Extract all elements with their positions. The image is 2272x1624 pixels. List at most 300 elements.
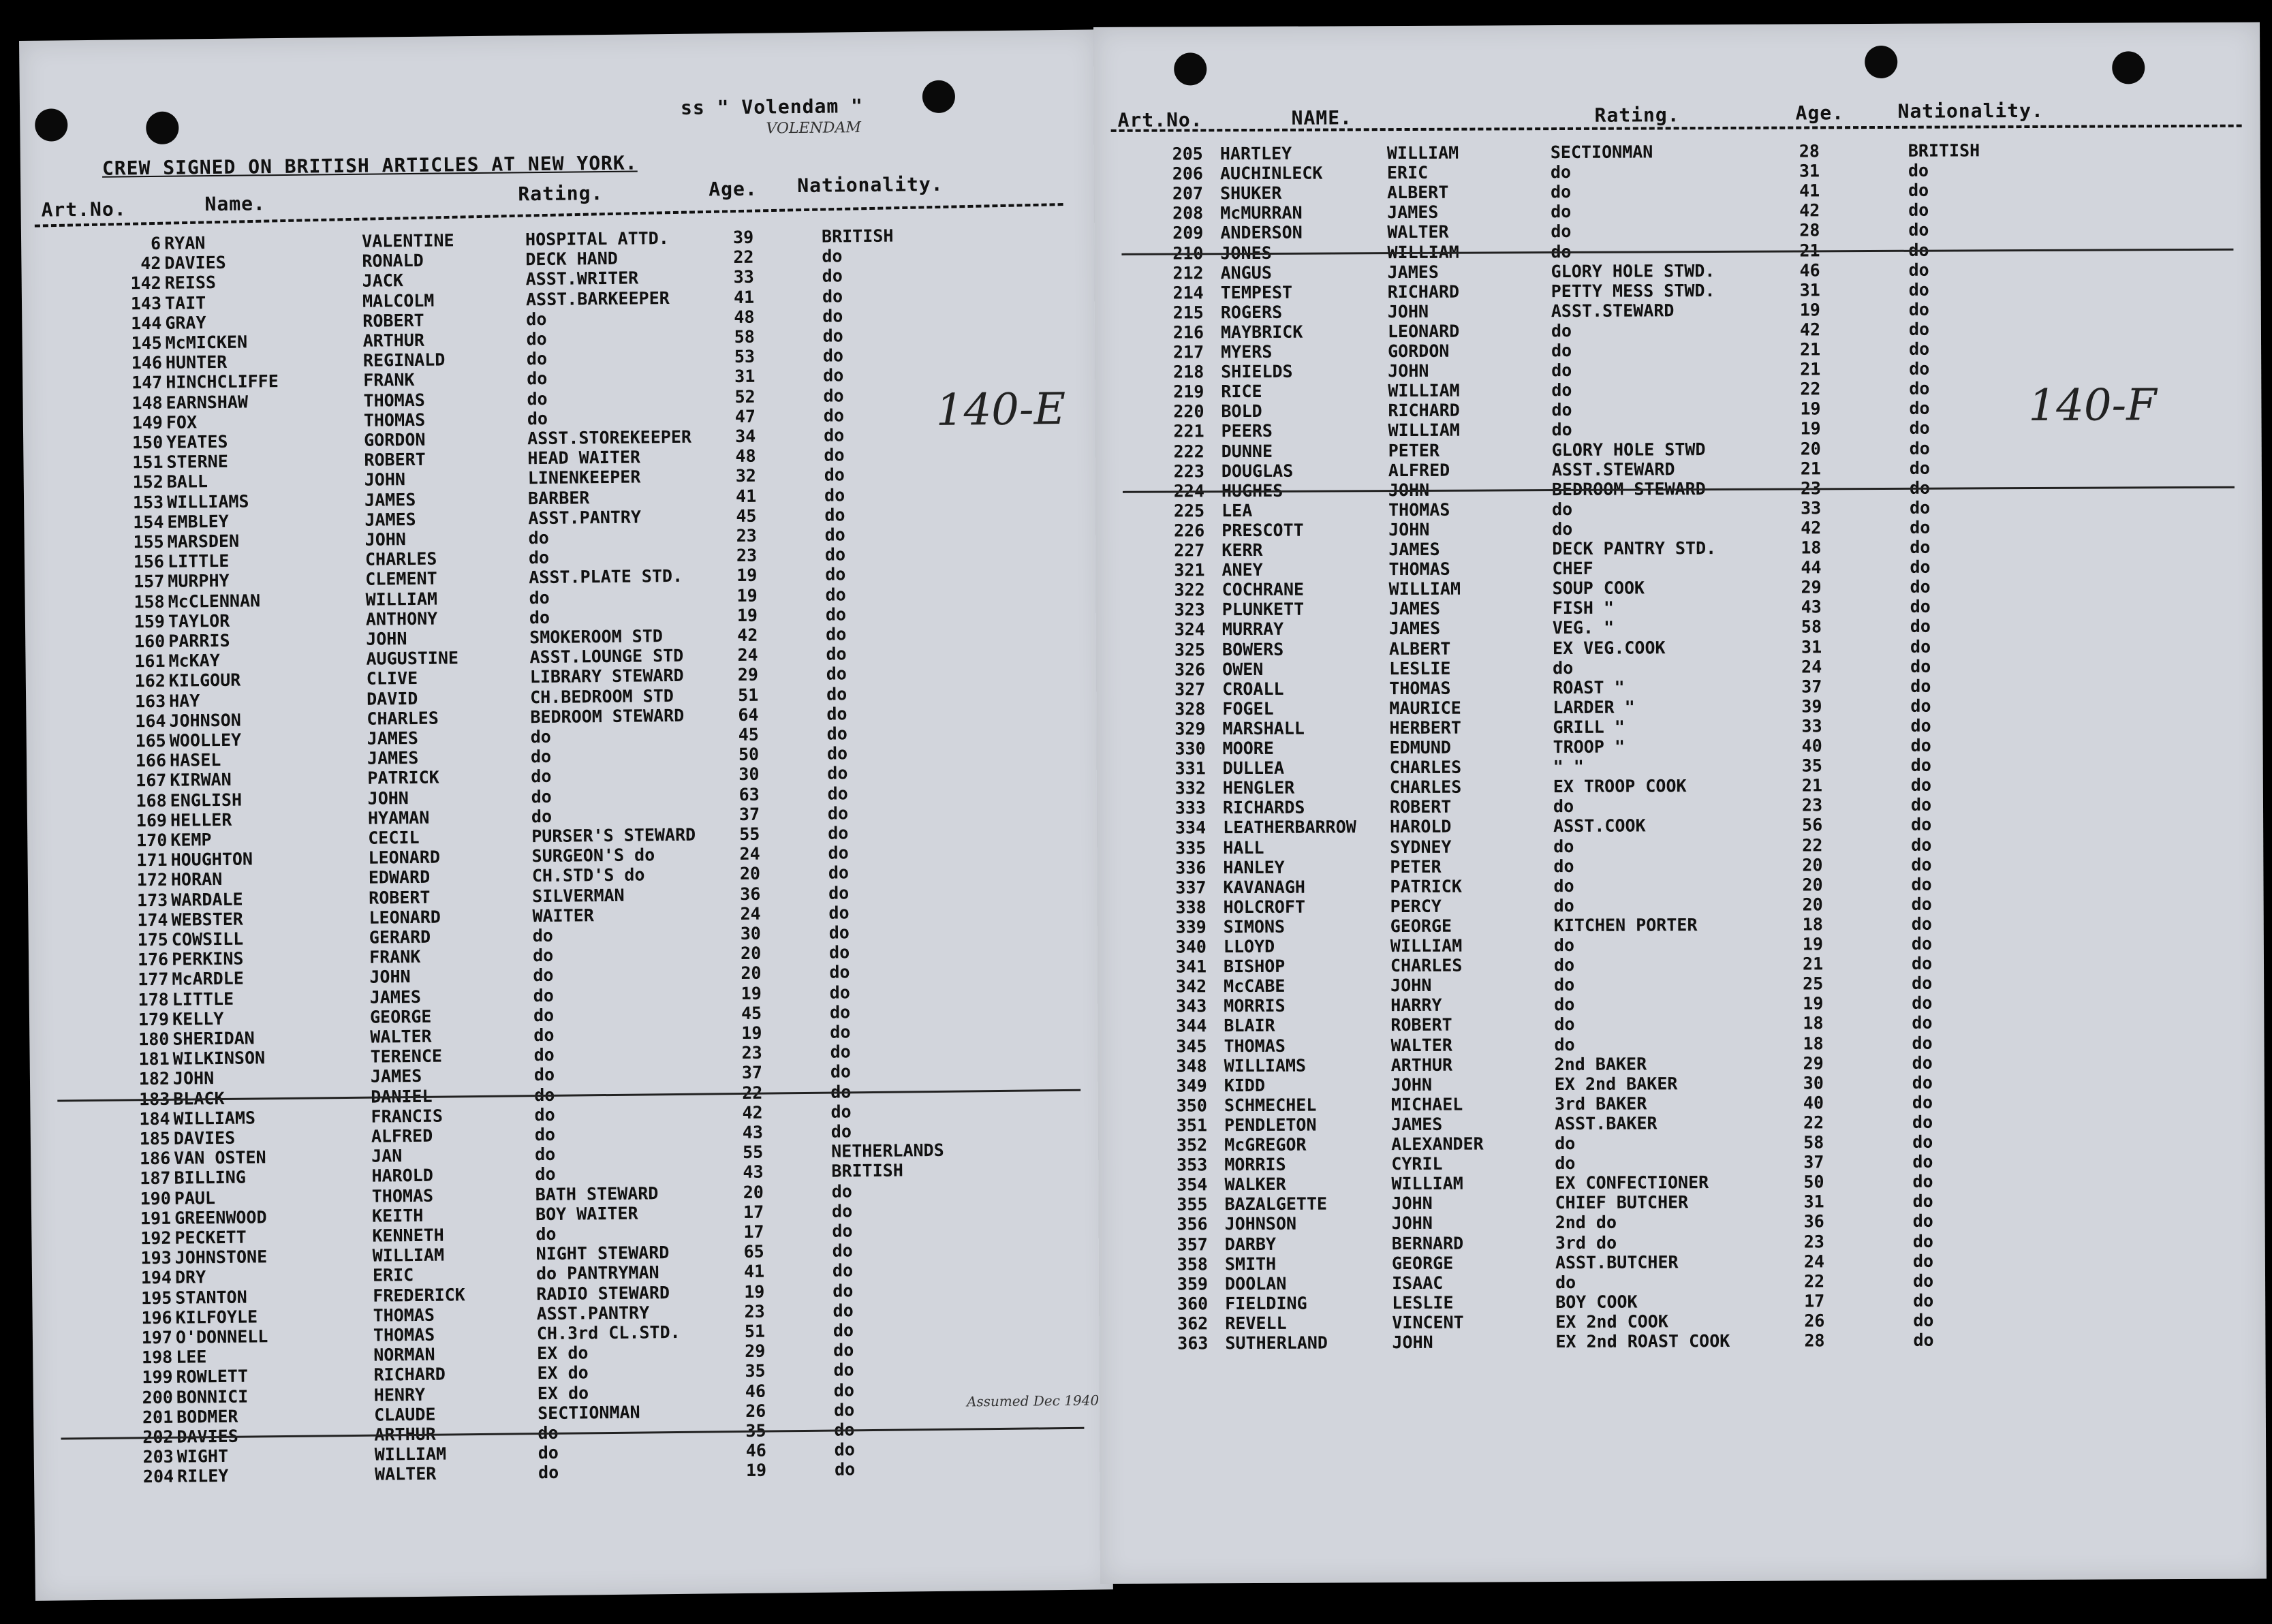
rating-cell: do bbox=[529, 607, 550, 628]
forename-cell: JOHN bbox=[1391, 1213, 1433, 1234]
nationality-cell: do bbox=[833, 1340, 854, 1360]
nationality-cell: do bbox=[829, 982, 850, 1003]
rating-cell: LIBRARY STEWARD bbox=[529, 666, 684, 687]
surname-cell: BLAIR bbox=[1224, 1016, 1275, 1036]
surname-cell: FOX bbox=[166, 412, 198, 433]
surname-cell: PARRIS bbox=[168, 630, 230, 651]
age-cell: 20 bbox=[741, 963, 762, 984]
rating-cell: TROOP " bbox=[1553, 736, 1625, 758]
forename-cell: MICHAEL bbox=[1390, 1094, 1463, 1114]
art-no-cell: 224 bbox=[1173, 480, 1205, 501]
art-no-cell: 219 bbox=[1173, 381, 1204, 402]
rating-cell: 3rd do bbox=[1555, 1232, 1617, 1253]
age-cell: 63 bbox=[738, 784, 760, 805]
nationality-cell: do bbox=[1910, 636, 1931, 657]
art-no-cell: 42 bbox=[140, 253, 161, 274]
rating-cell: do bbox=[1552, 499, 1573, 519]
forename-cell: GEORGE bbox=[1390, 916, 1452, 937]
rating-cell: EX 2nd BAKER bbox=[1554, 1073, 1678, 1094]
art-no-cell: 168 bbox=[136, 790, 167, 811]
forename-cell: RICHARD bbox=[1387, 281, 1460, 302]
nationality-cell: do bbox=[827, 803, 849, 824]
col-nationality: Nationality. bbox=[1897, 99, 2044, 123]
surname-cell: KIRWAN bbox=[170, 770, 232, 791]
crew-list-left bbox=[19, 29, 1113, 1600]
forename-cell: WALTER bbox=[374, 1464, 437, 1485]
rating-cell: EX CONFECTIONER bbox=[1555, 1172, 1709, 1193]
age-cell: 24 bbox=[740, 903, 761, 924]
forename-cell: HYAMAN bbox=[367, 807, 430, 828]
age-cell: 26 bbox=[1804, 1311, 1825, 1331]
surname-cell: BOWERS bbox=[1221, 639, 1284, 659]
age-cell: 58 bbox=[734, 326, 755, 347]
surname-cell: DOUGLAS bbox=[1221, 460, 1294, 481]
surname-cell: HANLEY bbox=[1223, 857, 1285, 877]
nationality-cell: do bbox=[826, 743, 848, 764]
rating-cell: do bbox=[530, 726, 551, 747]
nationality-cell: do bbox=[834, 1459, 856, 1480]
art-no-cell: 214 bbox=[1172, 282, 1204, 303]
age-cell: 48 bbox=[734, 307, 755, 327]
art-no-cell: 186 bbox=[139, 1148, 171, 1169]
age-cell: 25 bbox=[1803, 973, 1824, 994]
art-no-cell: 199 bbox=[142, 1367, 173, 1388]
age-cell: 43 bbox=[743, 1162, 764, 1183]
surname-cell: WALKER bbox=[1224, 1174, 1286, 1195]
rating-cell: SURGEON'S do bbox=[531, 845, 655, 866]
surname-cell: ROGERS bbox=[1220, 302, 1283, 322]
forename-cell: KENNETH bbox=[372, 1225, 444, 1246]
age-cell: 55 bbox=[742, 1142, 764, 1163]
rating-cell: ASST.BARKEEPER bbox=[525, 287, 670, 309]
forename-cell: WALTER bbox=[1390, 1035, 1452, 1055]
surname-cell: PEERS bbox=[1221, 421, 1273, 441]
nationality-cell: do bbox=[822, 345, 844, 366]
forename-cell: DANIEL bbox=[371, 1086, 433, 1107]
age-cell: 31 bbox=[1799, 161, 1820, 181]
age-cell: 35 bbox=[1801, 755, 1822, 776]
forename-cell: FREDERICK bbox=[373, 1284, 465, 1306]
nationality-cell: do bbox=[1912, 993, 1933, 1014]
age-cell: 39 bbox=[732, 227, 754, 248]
surname-cell: KEMP bbox=[170, 830, 212, 850]
rating-cell: do bbox=[526, 328, 547, 349]
rating-cell: " " bbox=[1553, 756, 1584, 777]
rating-cell: do bbox=[531, 766, 552, 787]
forename-cell: JAMES bbox=[370, 1066, 422, 1087]
rating-cell: do bbox=[1555, 1133, 1576, 1154]
nationality-cell: do bbox=[1912, 1033, 1933, 1053]
nationality-cell: do bbox=[824, 445, 845, 465]
age-cell: 23 bbox=[1801, 795, 1823, 815]
rating-cell: do bbox=[1554, 1034, 1575, 1055]
nationality-cell: do bbox=[826, 624, 847, 644]
forename-cell: ANTHONY bbox=[365, 608, 438, 629]
forename-cell: LESLIE bbox=[1389, 658, 1451, 678]
art-no-cell: 324 bbox=[1174, 619, 1205, 640]
forename-cell: EDWARD bbox=[368, 867, 431, 888]
age-cell: 23 bbox=[736, 545, 758, 566]
forename-cell: AUGUSTINE bbox=[366, 648, 459, 669]
art-no-cell: 179 bbox=[138, 1009, 170, 1030]
age-cell: 20 bbox=[1802, 854, 1823, 875]
age-cell: 19 bbox=[744, 1281, 765, 1302]
art-no-cell: 204 bbox=[142, 1467, 174, 1487]
art-no-cell: 145 bbox=[131, 332, 162, 354]
art-no-cell: 221 bbox=[1173, 421, 1204, 441]
forename-cell: JOHN bbox=[364, 469, 406, 490]
archive-stamp: 140-E bbox=[935, 384, 1066, 436]
art-no-cell: 227 bbox=[1174, 540, 1205, 561]
age-cell: 24 bbox=[737, 644, 758, 666]
forename-cell: WILLIAM bbox=[1390, 935, 1463, 956]
age-cell: 50 bbox=[1803, 1172, 1824, 1192]
age-cell: 31 bbox=[1799, 280, 1820, 300]
surname-cell: BLACK bbox=[173, 1088, 225, 1109]
art-no-cell: 182 bbox=[138, 1069, 170, 1089]
art-no-cell: 181 bbox=[138, 1048, 170, 1069]
forename-cell: CLAUDE bbox=[373, 1404, 436, 1425]
nationality-cell: do bbox=[832, 1260, 854, 1281]
rating-cell: NIGHT STEWARD bbox=[535, 1243, 670, 1264]
rating-cell: ASST.PANTRY bbox=[528, 507, 642, 529]
rating-cell: do bbox=[535, 1223, 557, 1245]
art-no-cell: 335 bbox=[1175, 837, 1207, 858]
age-cell: 40 bbox=[1801, 736, 1822, 756]
surname-cell: McGREGOR bbox=[1224, 1134, 1307, 1155]
age-cell: 64 bbox=[738, 704, 759, 725]
art-no-cell: 352 bbox=[1176, 1135, 1208, 1155]
nationality-cell: do bbox=[1912, 973, 1933, 993]
nationality-cell: BRITISH bbox=[1908, 140, 1980, 161]
art-no-cell: 329 bbox=[1174, 719, 1206, 739]
art-no-cell: 146 bbox=[131, 353, 163, 373]
rating-cell: 2nd BAKER bbox=[1554, 1054, 1647, 1074]
surname-cell: McMICKEN bbox=[165, 332, 248, 353]
surname-cell: LEA bbox=[1221, 500, 1253, 520]
age-cell: 39 bbox=[1801, 696, 1822, 717]
age-cell: 37 bbox=[741, 1063, 763, 1083]
art-no-cell: 174 bbox=[137, 909, 168, 931]
age-cell: 17 bbox=[743, 1202, 764, 1222]
surname-cell: MOORE bbox=[1222, 738, 1274, 759]
surname-cell: JONES bbox=[1220, 243, 1272, 263]
art-no-cell: 345 bbox=[1176, 1035, 1207, 1056]
rating-cell: do bbox=[1552, 518, 1573, 539]
nationality-cell: do bbox=[830, 1042, 851, 1062]
nationality-cell: do bbox=[1910, 715, 1931, 736]
age-cell: 55 bbox=[739, 824, 760, 844]
col-rating: Rating. bbox=[518, 182, 604, 206]
forename-cell: LESLIE bbox=[1392, 1292, 1454, 1313]
forename-cell: CHARLES bbox=[1389, 757, 1462, 778]
nationality-cell: do bbox=[1912, 1231, 1933, 1251]
rating-cell: do bbox=[1551, 360, 1572, 381]
rating-cell: SECTIONMAN bbox=[1550, 142, 1653, 163]
age-cell: 41 bbox=[735, 486, 757, 506]
forename-cell: ROBERT bbox=[369, 887, 431, 908]
art-no-cell: 343 bbox=[1176, 996, 1207, 1016]
art-no-cell: 171 bbox=[136, 849, 168, 871]
art-no-cell: 327 bbox=[1174, 678, 1206, 700]
art-no-cell: 359 bbox=[1177, 1273, 1209, 1294]
rating-cell: do bbox=[531, 786, 552, 807]
forename-cell: JAMES bbox=[369, 986, 422, 1008]
forename-cell: ARTHUR bbox=[362, 330, 425, 351]
rating-cell: do bbox=[534, 1084, 555, 1105]
nationality-cell: do bbox=[1910, 537, 1931, 557]
forename-cell: THOMAS bbox=[1388, 499, 1450, 520]
surname-cell: HARTLEY bbox=[1219, 143, 1292, 164]
nationality-cell: do bbox=[826, 704, 847, 724]
art-no-cell: 148 bbox=[131, 392, 163, 413]
surname-cell: KIDD bbox=[1224, 1075, 1266, 1095]
art-no-cell: 350 bbox=[1176, 1095, 1207, 1116]
age-cell: 18 bbox=[1802, 914, 1823, 935]
age-cell: 19 bbox=[736, 605, 758, 625]
age-cell: 43 bbox=[742, 1122, 764, 1142]
forename-cell: FRANK bbox=[363, 370, 415, 391]
nationality-cell: do bbox=[1912, 1052, 1933, 1073]
age-cell: 20 bbox=[739, 864, 761, 884]
forename-cell: MALCOLM bbox=[362, 290, 435, 311]
rating-cell: PURSER'S STEWARD bbox=[531, 824, 696, 847]
nationality-cell: do bbox=[828, 942, 850, 963]
age-cell: 19 bbox=[741, 1022, 762, 1043]
art-no-cell: 334 bbox=[1174, 817, 1207, 838]
nationality-cell: do bbox=[1912, 1131, 1933, 1152]
rating-cell: ROAST " bbox=[1553, 677, 1625, 698]
nationality-cell: do bbox=[823, 425, 845, 446]
art-no-cell: 149 bbox=[131, 412, 164, 433]
rating-cell: do bbox=[1550, 182, 1572, 202]
art-no-cell: 207 bbox=[1172, 183, 1204, 204]
rating-cell: ASST.STOREKEEPER bbox=[527, 426, 692, 449]
nationality-cell: do bbox=[1910, 596, 1931, 617]
rating-cell: ASST.PLATE STD. bbox=[529, 566, 683, 588]
surname-cell: SIMONS bbox=[1223, 916, 1286, 937]
surname-cell: EMBLEY bbox=[167, 511, 229, 532]
age-cell: 34 bbox=[734, 426, 756, 447]
nationality-cell: do bbox=[1910, 517, 1931, 537]
surname-cell: KERR bbox=[1221, 540, 1263, 561]
surname-cell: HUGHES bbox=[1221, 480, 1283, 501]
forename-cell: ALFRED bbox=[371, 1125, 433, 1146]
rating-cell: do bbox=[1555, 1153, 1576, 1174]
nationality-cell: do bbox=[825, 564, 846, 585]
art-no-cell: 142 bbox=[130, 273, 161, 294]
nationality-cell: do bbox=[824, 484, 845, 505]
surname-cell: DAVIES bbox=[173, 1127, 236, 1149]
age-cell: 28 bbox=[1804, 1330, 1825, 1351]
forename-cell: GORDON bbox=[364, 429, 426, 450]
rating-cell: do bbox=[1553, 895, 1574, 916]
rating-cell: do bbox=[533, 985, 554, 1005]
age-cell: 30 bbox=[1803, 1073, 1824, 1093]
forename-cell: CLIVE bbox=[366, 668, 418, 689]
art-no-cell: 6 bbox=[150, 233, 161, 253]
forename-cell: WALTER bbox=[370, 1026, 432, 1047]
age-cell: 22 bbox=[733, 247, 754, 268]
nationality-cell: do bbox=[824, 505, 845, 525]
forename-cell: WILLIAM bbox=[1388, 420, 1461, 441]
surname-cell: STANTON bbox=[175, 1287, 247, 1308]
surname-cell: RICHARDS bbox=[1222, 797, 1305, 818]
rating-cell: do bbox=[1554, 1014, 1575, 1035]
age-cell: 41 bbox=[733, 287, 755, 307]
nationality-cell: do bbox=[1908, 200, 1929, 221]
forename-cell: GERARD bbox=[369, 926, 431, 948]
surname-cell: RILEY bbox=[176, 1466, 229, 1487]
rating-cell: do bbox=[1551, 340, 1572, 361]
rating-cell: do bbox=[528, 527, 549, 548]
surname-cell: KELLY bbox=[172, 1008, 224, 1029]
art-no-cell: 195 bbox=[141, 1287, 172, 1308]
art-no-cell: 147 bbox=[131, 373, 163, 393]
nationality-cell: do bbox=[1908, 180, 1929, 200]
art-no-cell: 210 bbox=[1172, 243, 1204, 263]
nationality-cell: do bbox=[1913, 1330, 1934, 1350]
surname-cell: SHIELDS bbox=[1221, 361, 1293, 382]
art-no-cell: 326 bbox=[1174, 659, 1206, 680]
surname-cell: WILKINSON bbox=[172, 1048, 266, 1069]
nationality-cell: do bbox=[826, 644, 847, 664]
forename-cell: JOHN bbox=[1392, 1332, 1433, 1353]
nationality-cell: do bbox=[826, 663, 847, 685]
forename-cell: CLEMENT bbox=[365, 569, 437, 590]
rating-cell: do bbox=[531, 806, 553, 826]
rating-cell: do bbox=[1553, 856, 1574, 876]
surname-cell: DARBY bbox=[1224, 1234, 1277, 1254]
rating-cell: do bbox=[1551, 320, 1572, 341]
nationality-cell: do bbox=[834, 1439, 855, 1460]
art-no-cell: 180 bbox=[138, 1029, 170, 1050]
nationality-cell: do bbox=[1912, 1251, 1934, 1271]
forename-cell: SYDNEY bbox=[1390, 837, 1452, 857]
age-cell: 19 bbox=[1803, 993, 1824, 1014]
rating-cell: do bbox=[1551, 241, 1572, 262]
nationality-cell: do bbox=[830, 1022, 851, 1042]
age-cell: 41 bbox=[1799, 181, 1820, 201]
rating-cell: SOUP COOK bbox=[1552, 578, 1645, 599]
nationality-cell: do bbox=[1908, 319, 1930, 339]
rating-cell: do bbox=[1553, 875, 1574, 896]
nationality-cell: do bbox=[829, 962, 850, 983]
forename-cell: ERIC bbox=[372, 1265, 414, 1286]
forename-cell: KEITH bbox=[371, 1205, 424, 1226]
art-no-cell: 217 bbox=[1172, 342, 1204, 362]
age-cell: 29 bbox=[745, 1341, 766, 1362]
surname-cell: McKAY bbox=[168, 651, 220, 671]
age-cell: 21 bbox=[1800, 458, 1822, 479]
nationality-cell: do bbox=[828, 882, 850, 903]
surname-cell: EARNSHAW bbox=[166, 392, 249, 413]
forename-cell: FRANCIS bbox=[371, 1106, 443, 1127]
nationality-cell: do bbox=[832, 1221, 853, 1241]
forename-cell: REGINALD bbox=[362, 349, 446, 371]
nationality-cell: do bbox=[1911, 854, 1932, 875]
forename-cell: JAMES bbox=[1388, 599, 1441, 619]
nationality-cell: do bbox=[828, 862, 850, 884]
surname-cell: HOUGHTON bbox=[170, 849, 253, 870]
surname-cell: VAN OSTEN bbox=[174, 1147, 266, 1168]
forename-cell: WILLIAM bbox=[1388, 578, 1461, 599]
nationality-cell: do bbox=[832, 1280, 854, 1301]
forename-cell: WILLIAM bbox=[1387, 242, 1459, 262]
art-no-cell: 209 bbox=[1172, 223, 1204, 243]
nationality-cell: do bbox=[823, 405, 845, 426]
nationality-cell: do bbox=[1912, 1151, 1933, 1172]
age-cell: 30 bbox=[740, 923, 762, 943]
rating-cell: ASST.WRITER bbox=[525, 268, 639, 290]
age-cell: 42 bbox=[1799, 319, 1821, 340]
rating-cell: BOY WAITER bbox=[535, 1203, 638, 1224]
art-no-cell: 220 bbox=[1173, 401, 1204, 422]
col-age: Age. bbox=[1795, 102, 1845, 125]
nationality-cell: do bbox=[1910, 497, 1931, 518]
nationality-cell: do bbox=[1912, 1112, 1933, 1132]
nationality-cell: do bbox=[1910, 696, 1931, 716]
art-no-cell: 187 bbox=[140, 1168, 171, 1189]
col-age: Age. bbox=[709, 177, 758, 201]
art-no-cell: 202 bbox=[142, 1426, 174, 1448]
art-no-cell: 205 bbox=[1172, 144, 1203, 164]
forename-cell: JAMES bbox=[367, 748, 419, 768]
nationality-cell: do bbox=[1910, 616, 1931, 637]
art-no-cell: 348 bbox=[1176, 1055, 1207, 1076]
nationality-cell: do bbox=[1910, 576, 1931, 597]
forename-cell: WILLIAM bbox=[1388, 380, 1460, 401]
forename-cell: JAMES bbox=[1387, 202, 1439, 223]
age-cell: 29 bbox=[1803, 1052, 1824, 1074]
forename-cell: RICHARD bbox=[373, 1364, 446, 1386]
age-cell: 65 bbox=[743, 1241, 764, 1262]
rating-cell: do bbox=[528, 548, 550, 568]
forename-cell: JAMES bbox=[367, 728, 419, 749]
art-no-cell: 342 bbox=[1175, 976, 1207, 997]
surname-cell: SHUKER bbox=[1220, 183, 1282, 204]
nationality-cell: BRITISH bbox=[821, 225, 894, 247]
forename-cell: PATRICK bbox=[1390, 876, 1462, 896]
rating-cell: HEAD WAITER bbox=[527, 447, 641, 469]
art-no-cell: 172 bbox=[136, 870, 168, 890]
surname-cell: LITTLE bbox=[172, 988, 234, 1010]
forename-cell: WILLIAM bbox=[372, 1245, 445, 1266]
surname-cell: RYAN bbox=[164, 233, 206, 253]
age-cell: 46 bbox=[745, 1440, 766, 1461]
nationality-cell: do bbox=[1912, 1092, 1933, 1112]
forename-cell: HAROLD bbox=[1390, 817, 1452, 837]
rating-cell: do bbox=[534, 1104, 555, 1125]
age-cell: 20 bbox=[740, 943, 762, 964]
surname-cell: SHERIDAN bbox=[172, 1028, 255, 1049]
forename-cell: JAMES bbox=[1388, 539, 1440, 560]
surname-cell: ANGUS bbox=[1220, 262, 1272, 283]
surname-cell: LLOYD bbox=[1223, 936, 1275, 957]
nationality-cell: do bbox=[823, 385, 844, 406]
art-no-cell: 170 bbox=[136, 830, 168, 851]
art-no-cell: 215 bbox=[1172, 302, 1204, 323]
surname-cell: JOHN bbox=[172, 1068, 215, 1089]
surname-cell: FIELDING bbox=[1225, 1293, 1307, 1313]
age-cell: 20 bbox=[1802, 875, 1823, 895]
rating-cell: do bbox=[538, 1463, 559, 1483]
surname-cell: BONNICI bbox=[176, 1386, 249, 1407]
forename-cell: JAN bbox=[371, 1146, 403, 1166]
surname-cell: JOHNSON bbox=[169, 710, 241, 731]
rating-cell: CHIEF BUTCHER bbox=[1555, 1192, 1689, 1213]
rating-cell: ASST.BUTCHER bbox=[1555, 1251, 1679, 1272]
